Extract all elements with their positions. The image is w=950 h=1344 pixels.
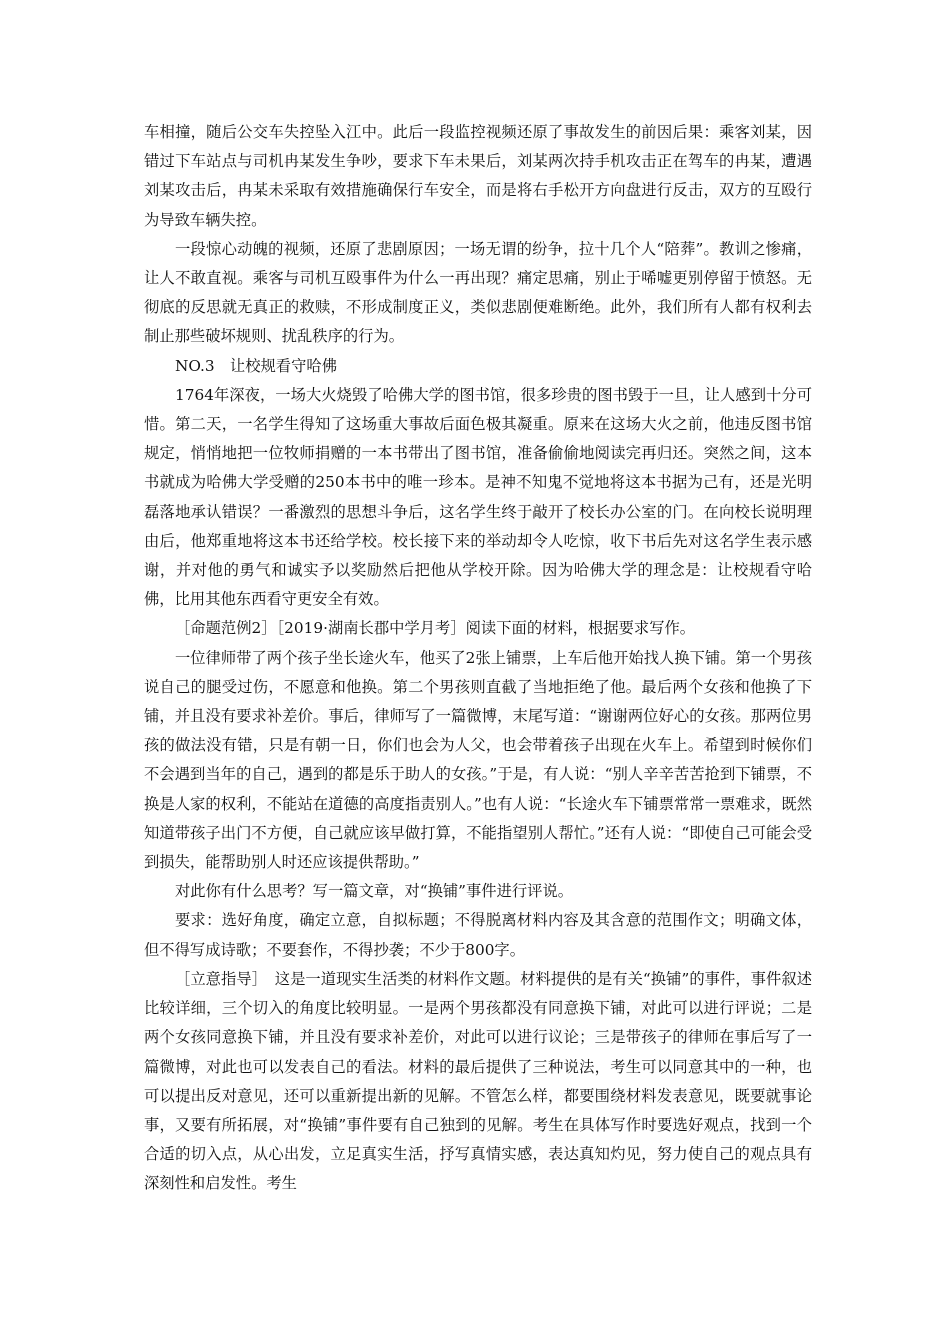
paragraph-harvard-story: 1764年深夜，一场大火烧毁了哈佛大学的图书馆，很多珍贵的图书毁于一旦，让人感到十分可惜。第二天，一名学生得知了这场重大事故后面色极其凝重。原来在这场大火之前，他违反图书馆规定，悄悄地把一位牧师捐赠的一本书带出了图书馆，准备偷偷地阅读完再归还。突然之间，这本书就成为哈佛大学受赠的250本书中的唯一珍本。是神不知鬼不觉地将这本书据为己有，还是光明磊落地承认错误？一番激烈的思想斗争后，这名学生终于敲开了校长办公室的门。在向校长说明理由后，他郑重地将这本书还给学校。校长接下来的举动却令人吃惊，收下书后先对这名学生表示感谢，并对他的勇气和诚实予以奖励然后把他从学校开除。因为哈佛大学的理念是：让校规看守哈佛，比用其他东西看守更安全有效。 <box>144 385 812 609</box>
paragraph-question: 对此你有什么思考？写一篇文章，对“换铺”事件进行评说。 <box>175 882 574 901</box>
paragraph-requirements: 要求：选好角度，确定立意，自拟标题；不得脱离材料内容及其含意的范围作文；明确文体，但不得写成诗歌；不要套作，不得抄袭；不少于800字。 <box>144 911 812 959</box>
section-heading-no3: NO.3 让校规看守哈佛 <box>175 356 337 375</box>
paragraph-reflection: 一段惊心动魄的视频，还原了悲剧原因；一场无谓的纷争，拉十几个人“陪葬”。教训之惨痛，让人不敢直视。乘客与司机互殴事件为什么一再出现？痛定思痛，别止于唏嘘更别停留于愤怒。无彻底的反思就无真正的救赎，不形成制度正义，类似悲剧便难断绝。此外，我们所有人都有权利去制止那些破坏规则、扰乱秩序的行为。 <box>144 239 812 346</box>
example-heading: ［命题范例2］［2019·湖南长郡中学月考］阅读下面的材料，根据要求写作。 <box>175 619 696 638</box>
document-body <box>144 118 812 1199</box>
paragraph-material: 一位律师带了两个孩子坐长途火车，他买了2张上铺票，上车后他开始找人换下铺。第一个男孩说自己的腿受过伤，不愿意和他换。第二个男孩则直截了当地拒绝了他。最后两个女孩和他换了下铺，并且没有要求补差价。事后，律师写了一篇微博，末尾写道：“谢谢两位好心的女孩。那两位男孩的做法没有错，只是有朝一日，你们也会为人父，也会带着孩子出现在火车上。希望到时候你们不会遇到当年的自己，遇到的都是乐于助人的女孩。”于是，有人说：“别人辛辛苦苦抢到下铺票，不换是人家的权利，不能站在道德的高度指责别人。”也有人说：“长途火车下铺票常常一票难求，既然知道带孩子出门不方便，自己就应该早做打算，不能指望别人帮忙。”还有人说：“即使自己可能会受到损失，能帮助别人时还应该提供帮助。” <box>144 648 812 872</box>
paragraph-guidance: ［立意指导］ 这是一道现实生活类的材料作文题。材料提供的是有关“换铺”的事件，事件叙述比较详细，三个切入的角度比较明显。一是两个男孩都没有同意换下铺，对此可以进行评说；二是两个女孩同意换下铺，并且没有要求补差价，对此可以进行议论；三是带孩子的律师在事后写了一篇微博，对此也可以发表自己的看法。材料的最后提供了三种说法，考生可以同意其中的一种，也可以提出反对意见，还可以重新提出新的见解。不管怎么样，都要围绕材料发表意见，既要就事论事，又要有所拓展，对“换铺”事件要有自己独到的见解。考生在具体写作时要选好观点，找到一个合适的切入点，从心出发，立足真实生活，抒写真情实感，表达真知灼见，努力使自己的观点具有深刻性和启发性。考生 <box>144 969 812 1193</box>
paragraph-accident-cause: 车相撞，随后公交车失控坠入江中。此后一段监控视频还原了事故发生的前因后果：乘客刘某，因错过下车站点与司机冉某发生争吵，要求下车未果后，刘某两次持手机攻击正在驾车的冉某，遭遇刘某攻击后，冉某未采取有效措施确保行车安全，而是将右手松开方向盘进行反击，双方的互殴行为导致车辆失控。 <box>144 123 812 229</box>
